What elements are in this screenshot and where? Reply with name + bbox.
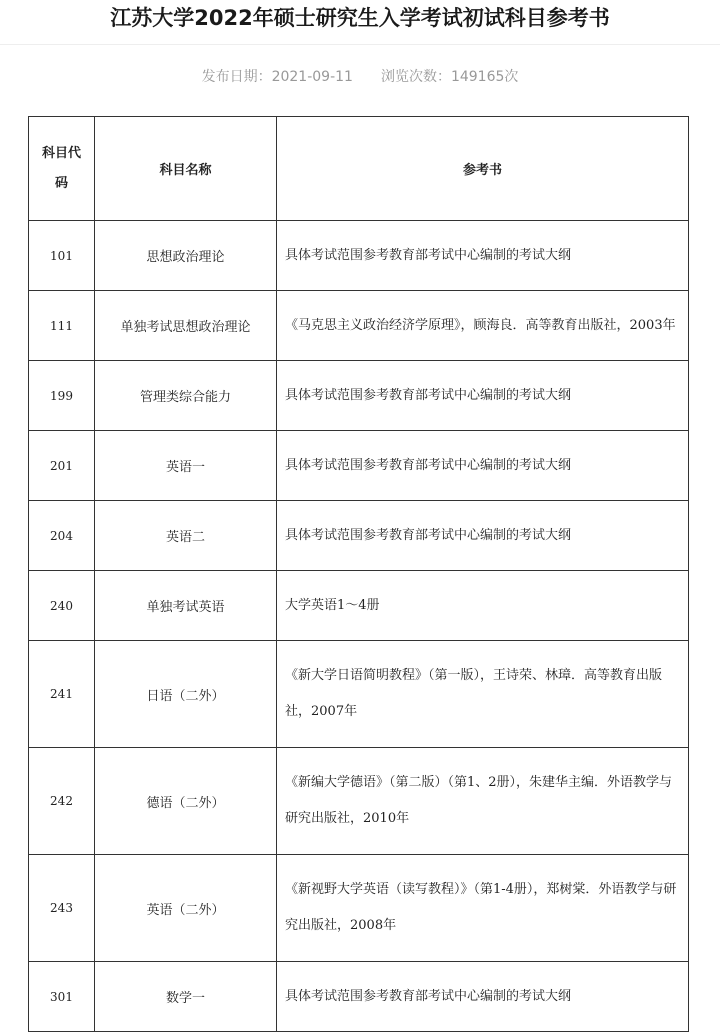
subject-name: 英语（二外）	[95, 855, 277, 962]
reference-book: 具体考试范围参考教育部考试中心编制的考试大纲	[277, 962, 689, 1032]
table-header-row	[29, 117, 689, 221]
reference-book: 《新视野大学英语（读写教程）》（第1-4册），郑树棠．外语教学与研究出版社，2008年	[277, 855, 689, 962]
subject-name: 德语（二外）	[95, 748, 277, 855]
subject-code: 201	[29, 431, 95, 501]
subject-code: 111	[29, 291, 95, 361]
subject-code: 301	[29, 962, 95, 1032]
header-reference-book: 参考书	[277, 117, 689, 221]
reference-book: 《新编大学德语》（第二版）（第1、2册），朱建华主编．外语教学与研究出版社，2010年	[277, 748, 689, 855]
reference-books-table	[28, 116, 689, 1032]
subject-name: 思想政治理论	[95, 221, 277, 291]
subject-code: 242	[29, 748, 95, 855]
table-row	[29, 571, 689, 641]
reference-book: 具体考试范围参考教育部考试中心编制的考试大纲	[277, 221, 689, 291]
title-divider	[0, 44, 720, 45]
subject-code: 199	[29, 361, 95, 431]
table-row	[29, 748, 689, 855]
subject-name: 英语一	[95, 431, 277, 501]
subject-name: 单独考试英语	[95, 571, 277, 641]
table-row	[29, 501, 689, 571]
view-count: 149165次	[450, 69, 519, 85]
article-meta	[0, 66, 720, 88]
subject-name: 单独考试思想政治理论	[95, 291, 277, 361]
table-row	[29, 361, 689, 431]
view-count-label: 浏览次数：	[380, 69, 451, 85]
subject-code: 241	[29, 641, 95, 748]
table-row	[29, 855, 689, 962]
publish-date-label: 发布日期：	[201, 69, 272, 85]
subject-name: 管理类综合能力	[95, 361, 277, 431]
reference-book: 具体考试范围参考教育部考试中心编制的考试大纲	[277, 361, 689, 431]
table-row	[29, 962, 689, 1032]
reference-book: 具体考试范围参考教育部考试中心编制的考试大纲	[277, 501, 689, 571]
page-title: 江苏大学2022年硕士研究生入学考试初试科目参考书	[110, 6, 610, 30]
subject-name: 英语二	[95, 501, 277, 571]
subject-code: 204	[29, 501, 95, 571]
reference-book: 具体考试范围参考教育部考试中心编制的考试大纲	[277, 431, 689, 501]
table-row	[29, 291, 689, 361]
subject-code: 240	[29, 571, 95, 641]
subject-code: 243	[29, 855, 95, 962]
subject-code: 101	[29, 221, 95, 291]
subject-name: 数学一	[95, 962, 277, 1032]
table-row	[29, 221, 689, 291]
publish-date: 2021-09-11	[271, 69, 353, 85]
table-row	[29, 641, 689, 748]
subject-name: 日语（二外）	[95, 641, 277, 748]
reference-book: 《新大学日语简明教程》（第一版），王诗荣、林璋．高等教育出版社，2007年	[277, 641, 689, 748]
reference-book: 大学英语1～4册	[277, 571, 689, 641]
header-subject-code: 科目代码	[29, 117, 95, 221]
table-row	[29, 431, 689, 501]
header-subject-name: 科目名称	[95, 117, 277, 221]
reference-book: 《马克思主义政治经济学原理》，顾海良．高等教育出版社，2003年	[277, 291, 689, 361]
